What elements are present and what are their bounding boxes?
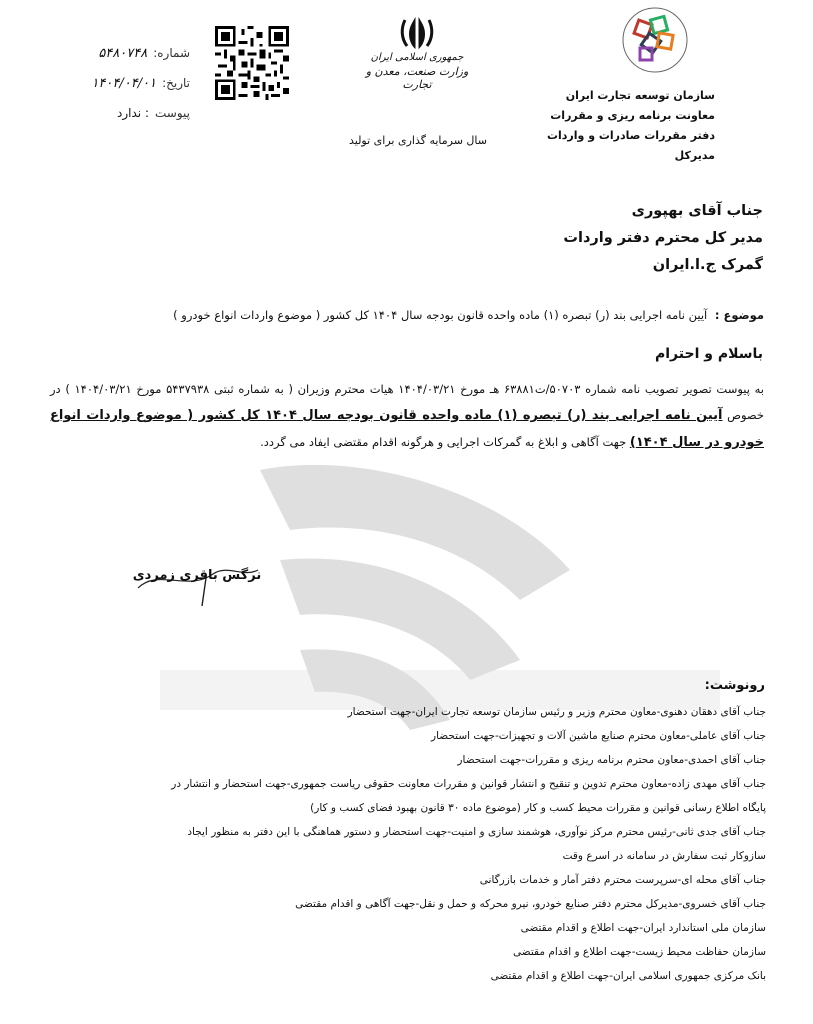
cc-item: جناب آقای عاملی-معاون محترم صنایع ماشین آلات و تجهیزات-جهت استحضار [431, 730, 766, 742]
body-part-2: جهت آگاهی و ابلاغ به گمرکات اجرایی و هرگونه اقدام مقتضی ایفاد می گردد. [260, 435, 630, 449]
cc-item: جناب آقای محله ای-سرپرست محترم دفتر آمار و خدمات بازرگانی [479, 874, 766, 886]
cc-list [52, 700, 766, 988]
number-row [62, 38, 190, 68]
year-slogan: سال سرمایه گذاری برای تولید [348, 134, 487, 147]
cc-item: جناب آقای دهقان دهنوی-معاون محترم وزیر و رئیس سازمان توسعه تجارت ایران-جهت استحضار [347, 706, 766, 718]
letter-body [50, 376, 764, 456]
org-line: دفتر مقررات صادرات و واردات [546, 129, 715, 142]
date-label: تاریخ: [162, 76, 190, 90]
date-row [62, 68, 190, 98]
addressee-line: جناب آقای بهپوری [631, 203, 763, 219]
cc-item: جناب آقای مهدی زاده-معاون محترم تدوین و تنقیح و انتشار قوانین و مقررات معاونت حقوقی ریاست جمهوری-جهت استحضار و انتشار در [171, 778, 766, 790]
body-emphasis: آیین نامه اجرایی بند (ر) تبصره (۱) ماده واحده قانون بودجه سال ۱۴۰۴ کل کشور ( موضوع واردات انواع خودرو در سال ۱۴۰۴) [50, 408, 764, 450]
attachment-label: پیوست [155, 106, 190, 120]
org-line: مدیرکل [674, 149, 715, 162]
addressee-line: مدیر کل محترم دفتر واردات [563, 230, 763, 246]
attachment-row [62, 98, 190, 128]
qr-code-icon [215, 26, 289, 100]
org-line: سازمان توسعه تجارت ایران [565, 89, 715, 102]
number-label: شماره: [153, 46, 190, 60]
org-line: معاونت برنامه ریزی و مقررات [550, 109, 715, 122]
emblem-icon [397, 10, 437, 54]
subject-label: موضوع : [714, 308, 764, 322]
cc-item: سازمان ملی استاندارد ایران-جهت اطلاع و اقدام مقتضی [520, 922, 766, 934]
subject-text: آیین نامه اجرایی بند (ر) تبصره (۱) ماده واحده قانون بودجه سال ۱۴۰۴ کل کشور ( موضوع واردات انواع خودرو ) [173, 308, 708, 322]
addressee-line: گمرک ج.ا.ایران [652, 257, 763, 273]
signer-name: نرگس باقری زمردی [132, 568, 262, 583]
greeting: باسلام و احترام [655, 346, 763, 362]
body-part-1: به پیوست تصویر تصویب نامه شماره ۵۰۷۰۳/ت۶۳۸۸۱ هـ مورخ ۱۴۰۴/۰۳/۲۱ هیات محترم وزیران ( به شماره ثبتی ۵۴۳۷۹۳۸ مورخ ۱۴۰۴/۰۳/۲۱ ) در خصوص [50, 382, 764, 422]
organization-block [495, 86, 715, 166]
cc-item: جناب آقای خسروی-مدیرکل محترم دفتر صنایع خودرو، نیرو محرکه و حمل و نقل-جهت آگاهی و اقدام مقتضی [295, 898, 766, 910]
ministry-line-1: جمهوری اسلامی ایران [370, 52, 464, 63]
org-logo-icon [600, 2, 710, 82]
ministry-heading [352, 52, 482, 91]
cc-item: سازمان حفاظت محیط زیست-جهت اطلاع و اقدام مقتضی [513, 946, 766, 958]
ministry-line-2: وزارت صنعت، معدن و تجارت [365, 65, 469, 91]
addressee-block [363, 198, 763, 279]
cc-item: سازوکار ثبت سفارش در سامانه در اسرع وقت [562, 850, 766, 862]
number-value: ۵۴۸۰۷۴۸ [98, 45, 148, 61]
cc-item: پایگاه اطلاع رسانی قوانین و مقررات محیط کسب و کار (موضوع ماده ۳۰ قانون بهبود فضای کسب و کار) [310, 802, 766, 814]
letter-meta [62, 38, 190, 128]
cc-title: رونوشت: [704, 678, 765, 693]
cc-item: جناب آقای جدی ثانی-رئیس محترم مرکز نوآوری، هوشمند سازی و امنیت-جهت استحضار و دستور هماهنگی با این دفتر به منظور ایجاد [187, 826, 766, 838]
cc-item: بانک مرکزی جمهوری اسلامی ایران-جهت اطلاع و اقدام مقتضی [490, 970, 766, 982]
subject-line [50, 308, 764, 322]
cc-item: جناب آقای احمدی-معاون محترم برنامه ریزی و مقررات-جهت استحضار [457, 754, 766, 766]
date-value: ۱۴۰۴/۰۴/۰۱ [91, 75, 157, 91]
attachment-value: : ندارد [117, 106, 149, 120]
